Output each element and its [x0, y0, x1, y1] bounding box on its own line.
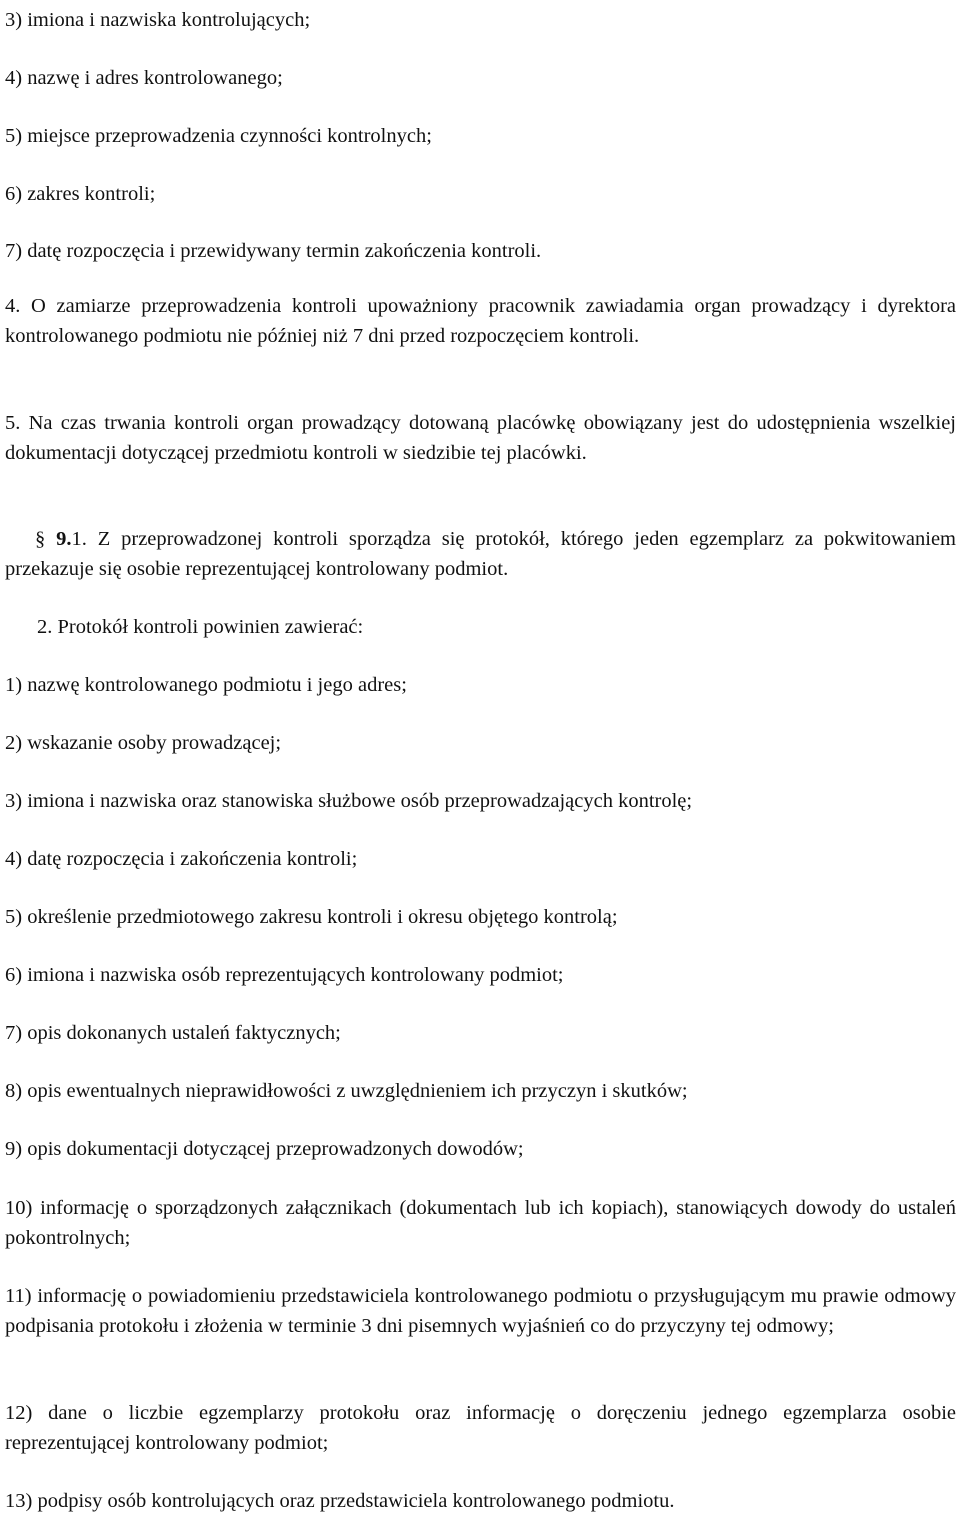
- list-item-top: 6) zakres kontroli;: [5, 183, 156, 205]
- protocol-item: 1) nazwę kontrolowanego podmiotu i jego adres;: [5, 674, 407, 696]
- list-item-top: 3) imiona i nazwiska kontrolujących;: [5, 9, 311, 31]
- list-item-top: 4) nazwę i adres kontrolowanego;: [5, 67, 283, 89]
- protocol-item: 5) określenie przedmiotowego zakresu kontroli i okresu objętego kontrolą;: [5, 906, 618, 928]
- protocol-item: 3) imiona i nazwiska oraz stanowiska służbowe osób przeprowadzających kontrolę;: [5, 790, 693, 812]
- protocol-item-11: 11) informację o powiadomieniu przedstawiciela kontrolowanego podmiotu o przysługującym mu prawie odmowy podpisania protokołu i złożenia w terminie 3 dni pisemnych wyjaśnień co do przyczyny tej odmowy;: [5, 1285, 956, 1337]
- section-text: 1. Z przeprowadzonej kontroli sporządza się protokół, którego jeden egzemplarz za pokwitowaniem przekazuje się osobie reprezentującej kontrolowany podmiot.: [5, 528, 957, 580]
- section-9: [5, 524, 956, 584]
- paragraph-4: 4. O zamiarze przeprowadzenia kontroli upoważniony pracownik zawiadamia organ prowadzący i dyrektora kontrolowanego podmiotu nie później niż 7 dni przed rozpoczęciem kontroli.: [5, 295, 956, 347]
- protocol-item: 4) datę rozpoczęcia i zakończenia kontroli;: [5, 848, 358, 870]
- section-number: 9.: [56, 528, 72, 550]
- paragraph-2-heading: 2. Protokół kontroli powinien zawierać:: [37, 616, 364, 638]
- protocol-item-13: 13) podpisy osób kontrolujących oraz przedstawiciela kontrolowanego podmiotu.: [5, 1490, 675, 1512]
- protocol-item: 7) opis dokonanych ustaleń faktycznych;: [5, 1022, 341, 1044]
- protocol-item: 9) opis dokumentacji dotyczącej przeprowadzonych dowodów;: [5, 1138, 524, 1160]
- section-symbol: §: [35, 528, 46, 550]
- list-item-top: 7) datę rozpoczęcia i przewidywany termin zakończenia kontroli.: [5, 240, 542, 262]
- protocol-item: 2) wskazanie osoby prowadzącej;: [5, 732, 282, 754]
- protocol-item: 8) opis ewentualnych nieprawidłowości z uwzględnieniem ich przyczyn i skutków;: [5, 1080, 688, 1102]
- protocol-item-10: 10) informację o sporządzonych załącznikach (dokumentach lub ich kopiach), stanowiących dowody do ustaleń pokontrolnych;: [5, 1197, 956, 1249]
- protocol-item-12: 12) dane o liczbie egzemplarzy protokołu oraz informację o doręczeniu jednego egzemplarza osobie reprezentującej kontrolowany podmiot;: [5, 1402, 956, 1454]
- protocol-item: 6) imiona i nazwiska osób reprezentujących kontrolowany podmiot;: [5, 964, 564, 986]
- paragraph-5: 5. Na czas trwania kontroli organ prowadzący dotowaną placówkę obowiązany jest do udostępnienia wszelkiej dokumentacji dotyczącej przedmiotu kontroli w siedzibie tej placówki.: [5, 412, 956, 464]
- list-item-top: 5) miejsce przeprowadzenia czynności kontrolnych;: [5, 125, 432, 147]
